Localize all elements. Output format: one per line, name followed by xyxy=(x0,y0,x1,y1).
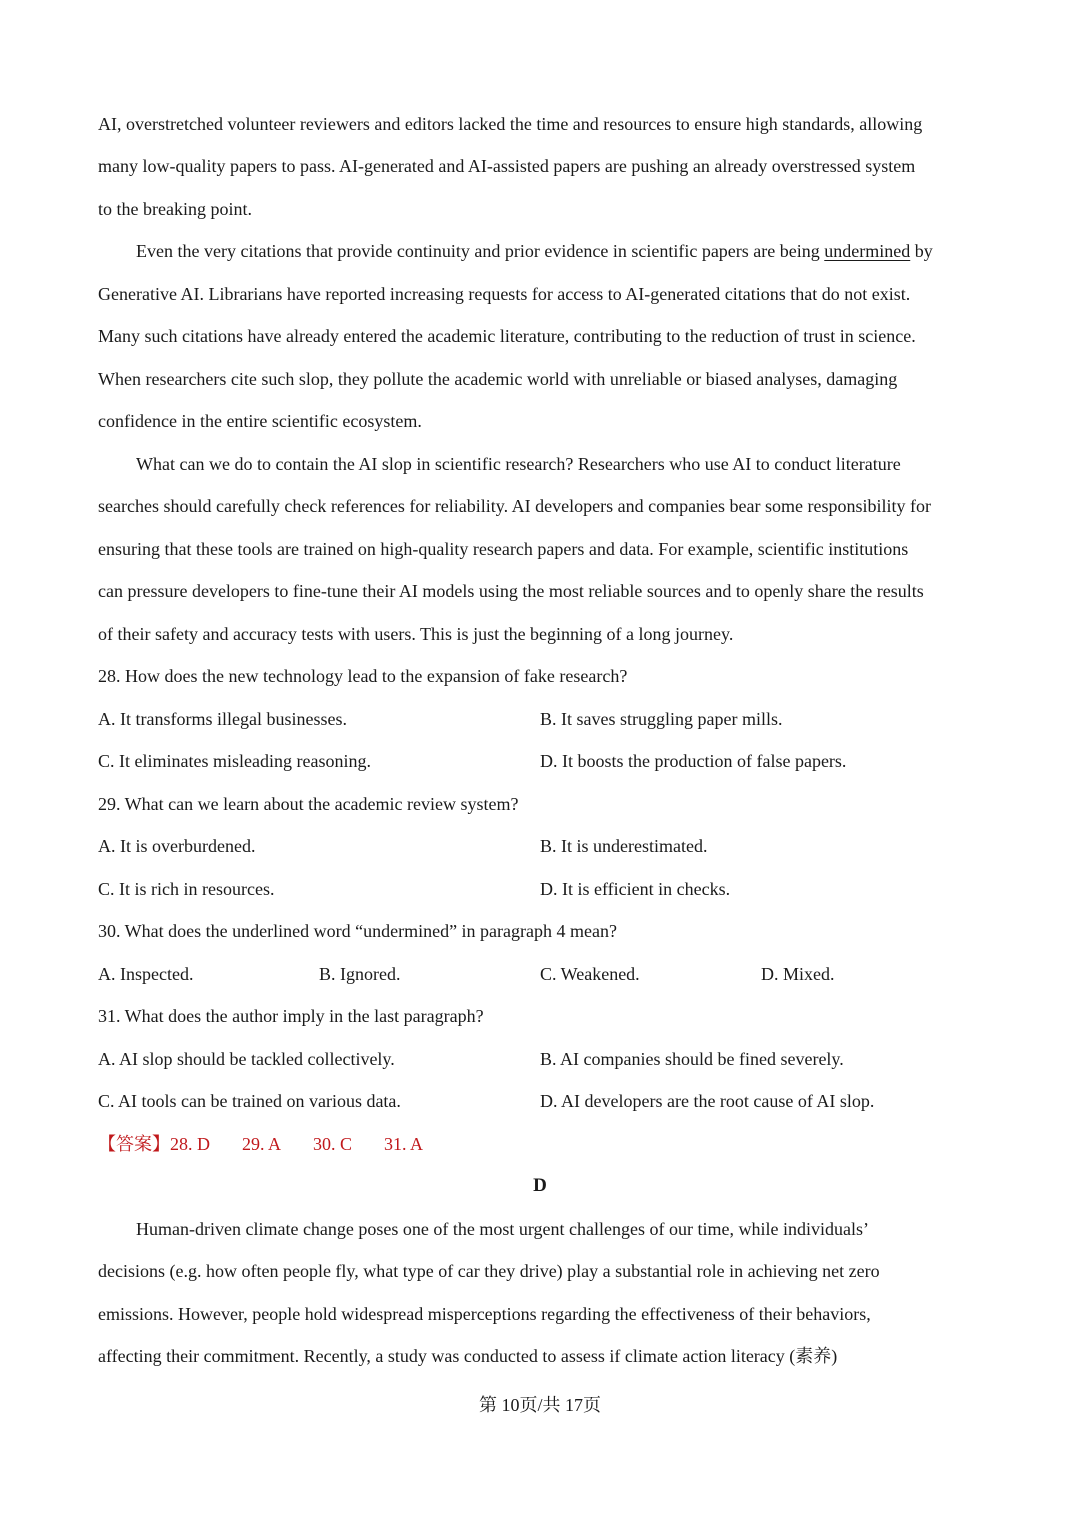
paragraph-4-line: Many such citations have already entered the academic literature, contributing to the reduction of trust in science. xyxy=(98,326,916,346)
answer-label: 【答案】 xyxy=(98,1134,170,1154)
q31-option-c: C. AI tools can be trained on various data. xyxy=(98,1091,401,1111)
section-d-line: emissions. However, people hold widespread misperceptions regarding the effectiveness of their behaviors, xyxy=(98,1304,871,1324)
q28-option-d: D. It boosts the production of false papers. xyxy=(540,751,847,771)
q29-option-a: A. It is overburdened. xyxy=(98,836,256,856)
question-28-stem: 28. How does the new technology lead to the expansion of fake research? xyxy=(98,666,628,686)
section-d-line: decisions (e.g. how often people fly, what type of car they drive) play a substantial role in achieving net zero xyxy=(98,1261,880,1281)
p4-text-after: by xyxy=(914,241,933,261)
section-d-first-line: Human-driven climate change poses one of the most urgent challenges of our time, while individuals’ xyxy=(136,1219,869,1239)
answer-item: 30. C xyxy=(313,1134,353,1154)
q31-option-d: D. AI developers are the root cause of AI slop. xyxy=(540,1091,875,1111)
answer-item: 28. D xyxy=(170,1134,210,1154)
q31-option-b: B. AI companies should be fined severely. xyxy=(540,1049,844,1069)
q30-option-c: C. Weakened. xyxy=(540,964,640,984)
question-30-stem: 30. What does the underlined word “undermined” in paragraph 4 mean? xyxy=(98,921,617,941)
passage-c-line: many low-quality papers to pass. AI-generated and AI-assisted papers are pushing an already overstressed system xyxy=(98,156,916,176)
q28-option-b: B. It saves struggling paper mills. xyxy=(540,709,783,729)
answer-item: 29. A xyxy=(242,1134,282,1154)
passage-c-line: to the breaking point. xyxy=(98,199,252,219)
section-d-line: affecting their commitment. Recently, a study was conducted to assess if climate action literacy (素养) xyxy=(98,1346,838,1366)
q28-option-c: C. It eliminates misleading reasoning. xyxy=(98,751,371,771)
page-number-footer: 第 10页/共 17页 xyxy=(478,1395,601,1415)
paragraph-5-line: searches should carefully check references for reliability. AI developers and companies bear some responsibility for xyxy=(98,496,932,516)
question-31-stem: 31. What does the author imply in the last paragraph? xyxy=(98,1006,484,1026)
q30-option-d: D. Mixed. xyxy=(761,964,835,984)
paragraph-5-first-line: What can we do to contain the AI slop in scientific research? Researchers who use AI to conduct literature xyxy=(136,454,901,474)
q29-option-d: D. It is efficient in checks. xyxy=(540,879,731,899)
q31-option-a: A. AI slop should be tackled collectively. xyxy=(98,1049,395,1069)
paragraph-5-line: can pressure developers to fine-tune their AI models using the most reliable sources and to openly share the results xyxy=(98,581,924,601)
paragraph-5-line: of their safety and accuracy tests with users. This is just the beginning of a long journey. xyxy=(98,624,734,644)
paragraph-4-line: Generative AI. Librarians have reported increasing requests for access to AI-generated citations that do not exist. xyxy=(98,284,911,304)
q30-option-b: B. Ignored. xyxy=(319,964,401,984)
passage-c-line: AI, overstretched volunteer reviewers and editors lacked the time and resources to ensure high standards, allowing xyxy=(98,114,923,134)
paragraph-4-first-line xyxy=(136,239,1036,263)
q29-option-b: B. It is underestimated. xyxy=(540,836,708,856)
paragraph-4-line: confidence in the entire scientific ecosystem. xyxy=(98,411,422,431)
underlined-word: undermined xyxy=(824,241,911,261)
q30-option-a: A. Inspected. xyxy=(98,964,194,984)
paragraph-5-line: ensuring that these tools are trained on high-quality research papers and data. For example, scientific institutions xyxy=(98,539,909,559)
q29-option-c: C. It is rich in resources. xyxy=(98,879,275,899)
paragraph-4-line: When researchers cite such slop, they pollute the academic world with unreliable or biased analyses, damaging xyxy=(98,369,898,389)
section-heading: D xyxy=(533,1175,547,1196)
answer-item: 31. A xyxy=(384,1134,424,1154)
question-29-stem: 29. What can we learn about the academic review system? xyxy=(98,794,519,814)
answer-key xyxy=(98,1132,998,1156)
q28-option-a: A. It transforms illegal businesses. xyxy=(98,709,347,729)
p4-text-before: Even the very citations that provide continuity and prior evidence in scientific papers are being xyxy=(136,241,820,261)
